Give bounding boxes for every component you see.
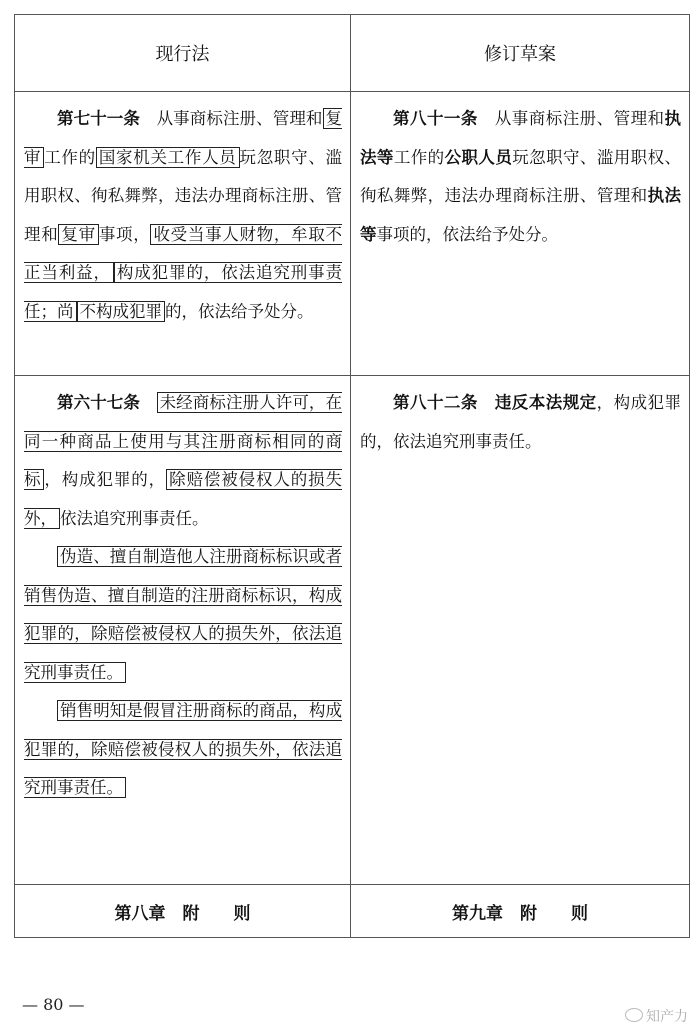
bold-text: 第八十一条 [393, 109, 478, 128]
boxed-text: 收受当事人财物，牟取不正当利益， [24, 224, 343, 282]
text-run: 的，依法给予处分。 [165, 301, 314, 321]
watermark [625, 1006, 688, 1026]
text-run: 工作的 [44, 147, 96, 167]
chapter-8-heading: 第八章 附 则 [15, 885, 351, 938]
watermark-label: 知产力 [646, 1009, 688, 1025]
text-run: 从事商标注册、管理和 [139, 109, 323, 128]
current-article-67-para-2 [24, 538, 342, 692]
bold-text: 第六十七条 [57, 393, 140, 412]
header-current-law: 现行法 [15, 15, 351, 92]
boxed-text: 不构成犯罪 [77, 301, 166, 322]
draft-article-81-cell [351, 92, 690, 376]
boxed-text: 除赔偿被侵权人的损失外， [24, 470, 343, 528]
boxed-text: 未经商标注册人许可，在同一种商品上使用与其注册商标相同的商标 [24, 393, 342, 489]
bold-text: 公职人员 [444, 147, 513, 167]
text-run: 玩忽职守、滥用职权、徇私舞弊，违法办理商标注册、管理和 [360, 147, 682, 205]
bold-text: 第七十一条 [57, 109, 140, 128]
law-comparison-table [14, 14, 690, 938]
text-run [478, 393, 495, 412]
bold-text: 违反本法规定 [494, 393, 597, 412]
boxed-text: 构成犯罪的，依法追究刑事责任；尚 [24, 263, 343, 321]
page-number: — 80 — [22, 995, 85, 1014]
text-run: ，构成犯罪的， [44, 470, 167, 489]
current-article-67-para-3 [24, 692, 342, 808]
bold-text: 执法等 [360, 109, 681, 167]
text-run: 依法追究刑事责任。 [60, 508, 209, 528]
bold-text: 第八十二条 [393, 393, 478, 412]
draft-article-82-cell [351, 376, 690, 885]
text-run: 从事商标注册、管理和 [477, 109, 665, 128]
boxed-text: 国家机关工作人员 [96, 147, 240, 168]
header-revision-draft: 修订草案 [351, 15, 690, 92]
draft-article-81 [360, 100, 681, 254]
boxed-text: 销售明知是假冒注册商标的商品，构成犯罪的，除赔偿被侵权人的损失外，依法追究刑事责任。 [24, 701, 342, 797]
current-article-71-cell [15, 92, 351, 376]
text-run: 玩忽职守、滥用职权、徇私舞弊，违法办理商标注册、管理和 [24, 147, 343, 244]
weibo-icon [625, 1008, 643, 1022]
chapter-9-heading: 第九章 附 则 [351, 885, 690, 938]
current-article-71 [24, 100, 342, 331]
boxed-text: 伪造、擅自制造他人注册商标标识或者销售伪造、擅自制造的注册商标标识，构成犯罪的，除赔偿被侵权人的损失外，依法追究刑事责任。 [24, 547, 342, 682]
boxed-text: 复审 [58, 224, 98, 245]
text-run: 工作的 [393, 147, 445, 167]
bold-text: 执法等 [360, 186, 682, 244]
current-article-67-para-1 [24, 384, 342, 538]
text-run [140, 393, 157, 412]
current-article-67-cell [15, 376, 351, 885]
text-run: 事项的，依法给予处分。 [376, 224, 558, 244]
text-run: 事项， [98, 224, 151, 244]
draft-article-82 [360, 384, 681, 461]
text-run: ，构成犯罪的，依法追究刑事责任。 [360, 393, 681, 451]
boxed-text: 复审 [24, 109, 342, 167]
